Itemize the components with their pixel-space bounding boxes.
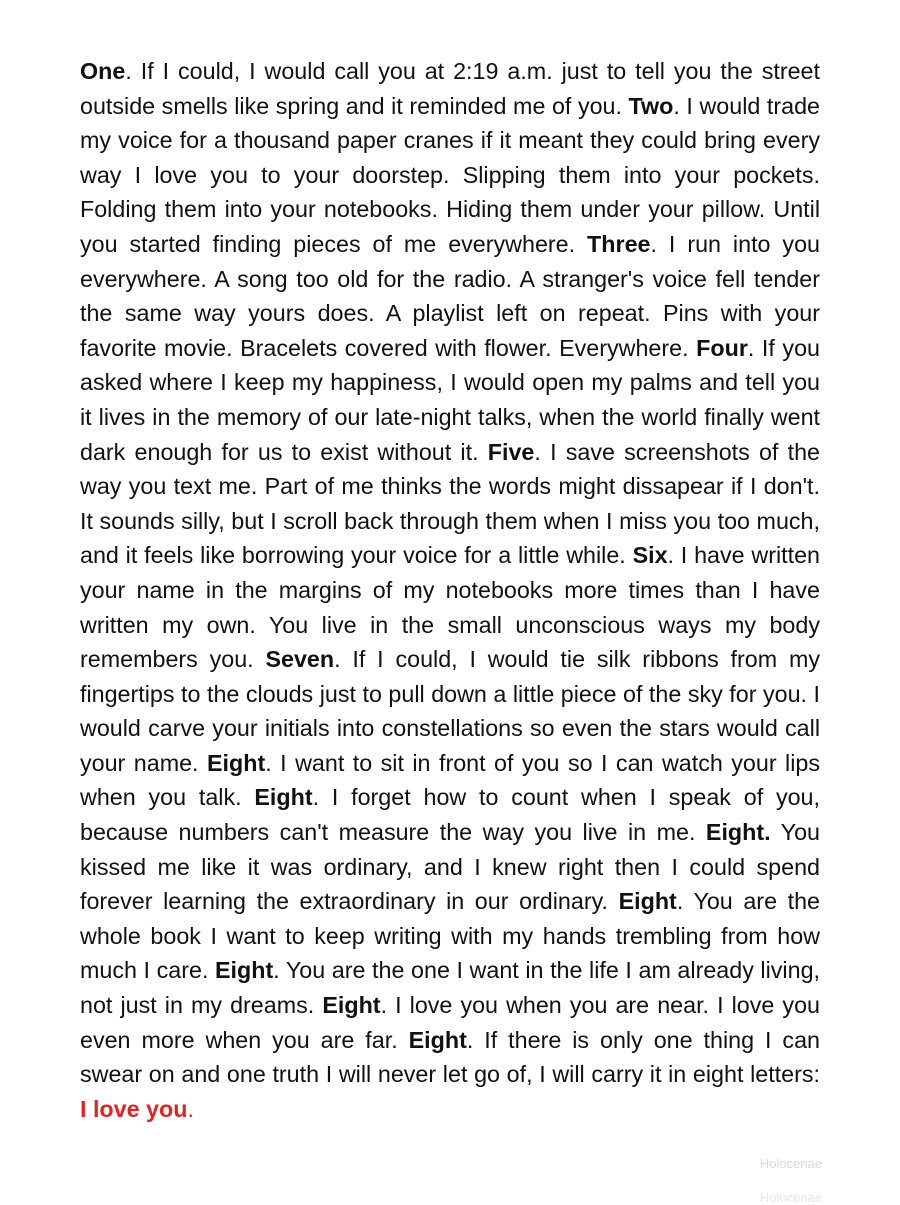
bold-segment: Eight (215, 957, 274, 984)
bold-segment: Eight (322, 992, 381, 1019)
text-segment: . I run into you everywhere. A song too old for the radio. A stranger's voice fell tender the same way yours does. A playlist left on repeat. Pins with your favorite movie. Bracelets covered with flower. Everywhere. (80, 230, 820, 361)
bold-segment: I love you (80, 1095, 188, 1122)
text-segment: . I have written your name in the margins of my notebooks more times than I have written my own. You live in the small unconscious ways my body remembers you. (80, 542, 820, 673)
bold-segment: Seven (265, 646, 335, 673)
bold-segment: Five (487, 438, 535, 465)
bold-segment: Eight. (705, 819, 771, 846)
text-segment: . I forget how to count when I speak of you, because numbers can't measure the way you live in me. (80, 784, 820, 846)
watermark-repeat: Holocenae (759, 1190, 822, 1205)
text-segment: . I love you when you are near. I love you even more when you are far. (80, 992, 820, 1053)
text-segment: . If there is only one thing I can swear on and one truth I will never let go of, I will carry it in eight letters: (80, 1026, 820, 1088)
bold-segment: Eight (408, 1026, 467, 1053)
bold-segment: Eight (206, 749, 266, 776)
letter-paragraph (80, 54, 820, 1126)
bold-segment: Eight (618, 888, 677, 915)
bold-segment: Eight (254, 784, 313, 811)
text-segment: . If I could, I would call you at 2:19 a.m. just to tell you the street outside smells like spring and it reminded me of you. (80, 58, 820, 119)
text-segment: . If I could, I would tie silk ribbons from my fingertips to the clouds just to pull down a little piece of the sky for you. I would carve your initials into constellations so even the stars would call your name. (80, 646, 820, 776)
text-segment: You kissed me like it was ordinary, and I knew right then I could spend forever learning the extraordinary in our ordinary. (80, 819, 820, 915)
text-segment: . If you asked where I keep my happiness, I would open my palms and tell you it lives in the memory of our late-night talks, when the world finally went dark enough for us to exist without it. (80, 334, 820, 465)
text-segment: . (187, 1095, 194, 1122)
text-segment: . I save screenshots of the way you text me. Part of me thinks the words might dissapear if I don't. It sounds silly, but I scroll back through them when I miss you too much, and it feels like borrowing your voice for a little while. (80, 438, 820, 569)
text-segment: . I want to sit in front of you so I can watch your lips when you talk. (80, 749, 820, 811)
bold-segment: Four (696, 334, 748, 361)
bold-segment: Two (628, 92, 674, 119)
text-segment: . You are the one I want in the life I am already living, not just in my dreams. (80, 957, 820, 1019)
bold-segment: Three (587, 230, 651, 257)
text-segment: . I would trade my voice for a thousand paper cranes if it meant they could bring every way I love you to your doorstep. Slipping them into your pockets. Folding them into your notebooks. Hiding them under your pillow. Until you started finding pieces of me everywhere. (80, 92, 820, 257)
bold-segment: Six (632, 542, 668, 569)
bold-segment: One (80, 58, 126, 84)
text-segment: . You are the whole book I want to keep writing with my hands trembling from how much I care. (80, 888, 820, 984)
watermark: Holocenae (759, 1156, 822, 1171)
